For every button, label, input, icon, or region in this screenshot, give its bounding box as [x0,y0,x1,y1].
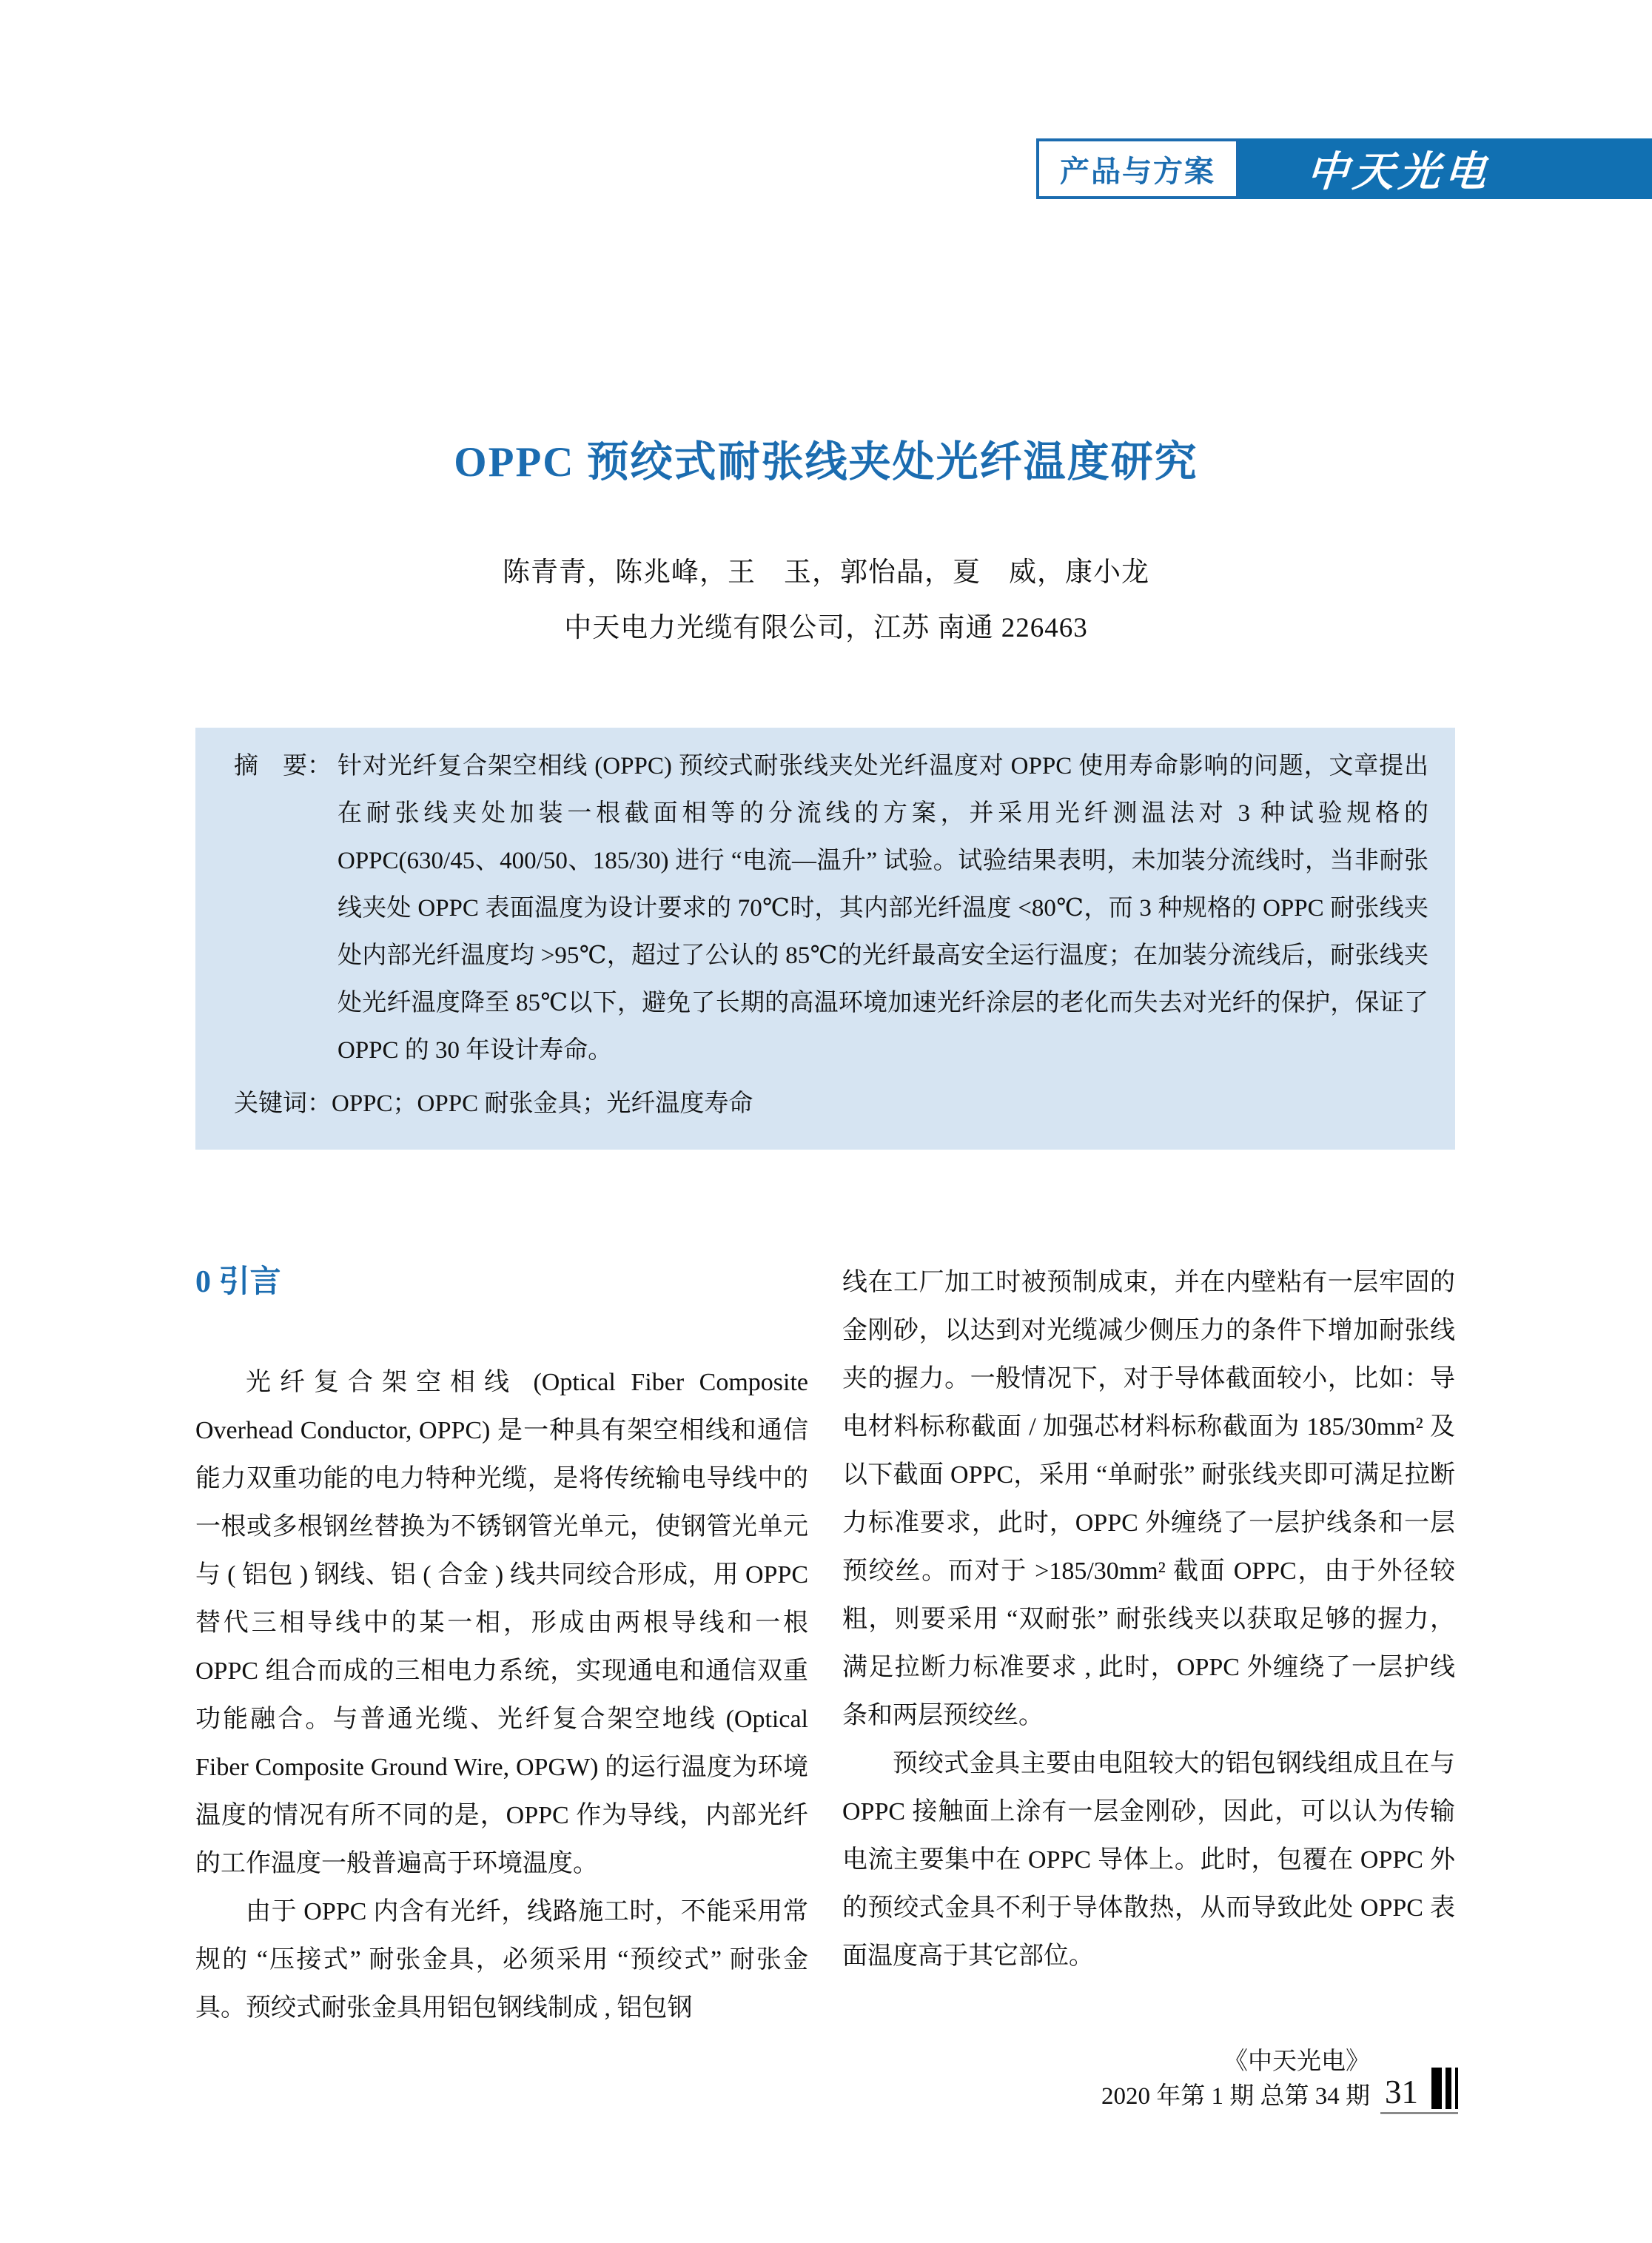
page-marker-bar [1431,2068,1442,2109]
intro-paragraph-3: 预绞式金具主要由电阻较大的铝包钢线组成且在与 OPPC 接触面上涂有一层金刚砂，因此，可以认为传输电流主要集中在 OPPC 导体上。此时，包覆在 OPPC 外的预绞式金具不利于导体散热，从而导致此处 OPPC 表面温度高于其它部位。 [842,1750,1455,1970]
right-column [842,1258,1455,2032]
page-marker-bar [1446,2068,1451,2109]
intro-paragraph-2-continued: 线在工厂加工时被预制成束，并在内壁粘有一层牢固的金刚砂，以达到对光缆减少侧压力的条件下增加耐张线夹的握力。一般情况下，对于导体截面较小，比如：导电材料标称截面 / 加强芯材料标称截面为 185/30mm² 及以下截面 OPPC，采用 “单耐张” 耐张线夹即可满足拉断力标准要求，此时，OPPC 外缠绕了一层护线条和一层预绞丝。而对于 >185/30mm² 截面 OPPC，由于外径较粗，则要采用 “双耐张” 耐张线夹以获取足够的握力，满足拉断力标准要求 , 此时，OPPC 外缠绕了一层护线条和两层预绞丝。 [842,1269,1455,1729]
header-bar [1239,138,1652,199]
abstract-label: 摘 要： [234,753,332,779]
journal-logo: 中天光电 [1305,150,1492,195]
footer-issue-info: 2020 年第 1 期 总第 34 期 [1101,2083,1370,2110]
keywords-row [234,1080,1428,1127]
intro-paragraph-2: 由于 OPPC 内含有光纤，线路施工时，不能采用常规的 “压接式” 耐张金具，必须采用 “预绞式” 耐张金具。预绞式耐张金具用铝包钢线制成 , 铝包钢 [195,1898,808,2022]
body-columns [195,1258,1455,2032]
keywords-text: OPPC；OPPC 耐张金具；光纤温度寿命 [332,1090,753,1117]
left-column [195,1258,808,2032]
affiliation-line: 中天电力光缆有限公司，江苏 南通 226463 [564,613,1088,643]
article-title: OPPC 预绞式耐张线夹处光纤温度研究 [454,439,1198,486]
page-marker-bars [1431,2068,1458,2109]
section-heading-intro: 0 引言 [195,1265,281,1299]
page-number-block [1380,2068,1458,2114]
page-marker-bar [1455,2068,1458,2109]
intro-paragraph-1: 光纤复合架空相线 (Optical Fiber Composite Overhead Conductor, OPPC) 是一种具有架空相线和通信能力双重功能的电力特种光缆，是将传统输电导线中的一根或多根钢丝替换为不锈钢管光单元，使钢管光单元与 ( 铝包 ) 钢线、铝 ( 合金 ) 线共同绞合形成，用 OPPC 替代三相导线中的某一相，形成由两根导线和一根 OPPC 组合而成的三相电力系统，实现通电和通信双重功能融合。与普通光缆、光纤复合架空地线 (Optical Fiber Composite Ground Wire, OPGW) 的运行温度为环境温度的情况有所不同的是，OPPC 作为导线，内部光纤的工作温度一般普遍高于环境温度。 [195,1369,808,1877]
authors-line: 陈青青，陈兆峰，王 玉，郭怡晶，夏 威，康小龙 [503,557,1149,588]
footer-journal-name: 《中天光电》 [1223,2048,1370,2075]
abstract-row [234,742,1428,1074]
abstract-text: 针对光纤复合架空相线 (OPPC) 预绞式耐张线夹处光纤温度对 OPPC 使用寿命影响的问题，文章提出在耐张线夹处加装一根截面相等的分流线的方案，并采用光纤测温法对 3 种试验规格的 OPPC(630/45、400/50、185/30) 进行 “电流—温升” 试验。试验结果表明，未加装分流线时，当非耐张线夹处 OPPC 表面温度为设计要求的 70℃时，其内部光纤温度 <80℃，而 3 种规格的 OPPC 耐张线夹处内部光纤温度均 >95℃，超过了公认的 85℃的光纤最高安全运行温度；在加装分流线后，耐张线夹处光纤温度降至 85℃以下，避免了长期的高温环境加速光纤涂层的老化而失去对光纤的保护，保证了 OPPC 的 30 年设计寿命。 [338,753,1429,1064]
keywords-label: 关键词： [234,1090,332,1117]
section-tag: 产品与方案 [1036,138,1239,199]
abstract-box [195,728,1455,1150]
page-header [1036,138,1652,199]
page-number: 31 [1385,2073,1418,2110]
page-footer [1101,2045,1458,2114]
footer-text [1101,2045,1370,2114]
